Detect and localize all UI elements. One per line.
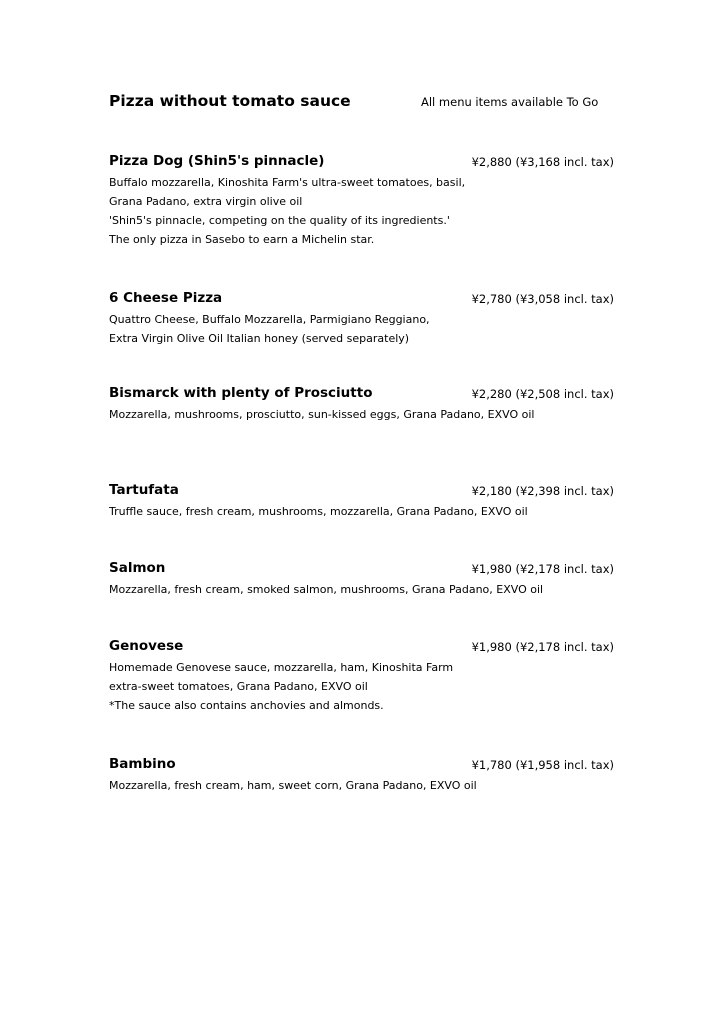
- menu-item-header: [109, 756, 614, 776]
- menu-item-description-line: *The sauce also contains anchovies and almonds.: [109, 699, 384, 712]
- menu-item-description-line: Mozzarella, mushrooms, prosciutto, sun-kissed eggs, Grana Padano, EXVO oil: [109, 408, 535, 421]
- menu-item-header: [109, 638, 614, 658]
- menu-item-header: [109, 482, 614, 502]
- menu-item-header: [109, 385, 614, 405]
- menu-item-description-line: 'Shin5's pinnacle, competing on the quality of its ingredients.': [109, 214, 450, 227]
- menu-item-description-line: Buffalo mozzarella, Kinoshita Farm's ultra-sweet tomatoes, basil,: [109, 176, 466, 189]
- menu-item: [109, 385, 614, 424]
- menu-item-price: ¥2,780 (¥3,058 incl. tax): [471, 292, 614, 306]
- menu-item: [109, 560, 614, 599]
- menu-item-price: ¥1,980 (¥2,178 incl. tax): [471, 562, 614, 576]
- menu-item-name: Salmon: [109, 560, 166, 576]
- menu-item-name: Genovese: [109, 638, 184, 654]
- menu-item-price: ¥2,180 (¥2,398 incl. tax): [471, 484, 614, 498]
- menu-item-name: Tartufata: [109, 482, 179, 498]
- menu-item: [109, 153, 614, 249]
- menu-item-price: ¥2,280 (¥2,508 incl. tax): [471, 387, 614, 401]
- menu-item-description-line: Mozzarella, fresh cream, ham, sweet corn, Grana Padano, EXVO oil: [109, 779, 477, 792]
- menu-item-name: Bambino: [109, 756, 176, 772]
- menu-item-price: ¥2,880 (¥3,168 incl. tax): [471, 155, 614, 169]
- menu-item-price: ¥1,980 (¥2,178 incl. tax): [471, 640, 614, 654]
- page-title: Pizza without tomato sauce: [109, 92, 351, 110]
- menu-item: [109, 638, 614, 715]
- menu-item: [109, 290, 614, 348]
- menu-item-header: [109, 560, 614, 580]
- menu-item-header: [109, 290, 614, 310]
- menu-item-description-line: Truffle sauce, fresh cream, mushrooms, mozzarella, Grana Padano, EXVO oil: [109, 505, 528, 518]
- menu-item-name: Pizza Dog (Shin5's pinnacle): [109, 153, 325, 169]
- menu-item-description-line: Mozzarella, fresh cream, smoked salmon, mushrooms, Grana Padano, EXVO oil: [109, 583, 544, 596]
- menu-item-description-line: The only pizza in Sasebo to earn a Michelin star.: [109, 233, 375, 246]
- menu-item: [109, 756, 614, 795]
- menu-item-description-line: Extra Virgin Olive Oil Italian honey (served separately): [109, 332, 410, 345]
- menu-item-description-line: Quattro Cheese, Buffalo Mozzarella, Parmigiano Reggiano,: [109, 313, 430, 326]
- menu-item-header: [109, 153, 614, 173]
- menu-item-description-line: extra-sweet tomatoes, Grana Padano, EXVO oil: [109, 680, 368, 693]
- menu-item-name: 6 Cheese Pizza: [109, 290, 223, 306]
- menu-item-name: Bismarck with plenty of Prosciutto: [109, 385, 373, 401]
- menu-item-description-line: Grana Padano, extra virgin olive oil: [109, 195, 303, 208]
- menu-item-description-line: Homemade Genovese sauce, mozzarella, ham, Kinoshita Farm: [109, 661, 454, 674]
- menu-item-price: ¥1,780 (¥1,958 incl. tax): [471, 758, 614, 772]
- menu-item: [109, 482, 614, 521]
- to-go-note: All menu items available To Go: [421, 95, 599, 109]
